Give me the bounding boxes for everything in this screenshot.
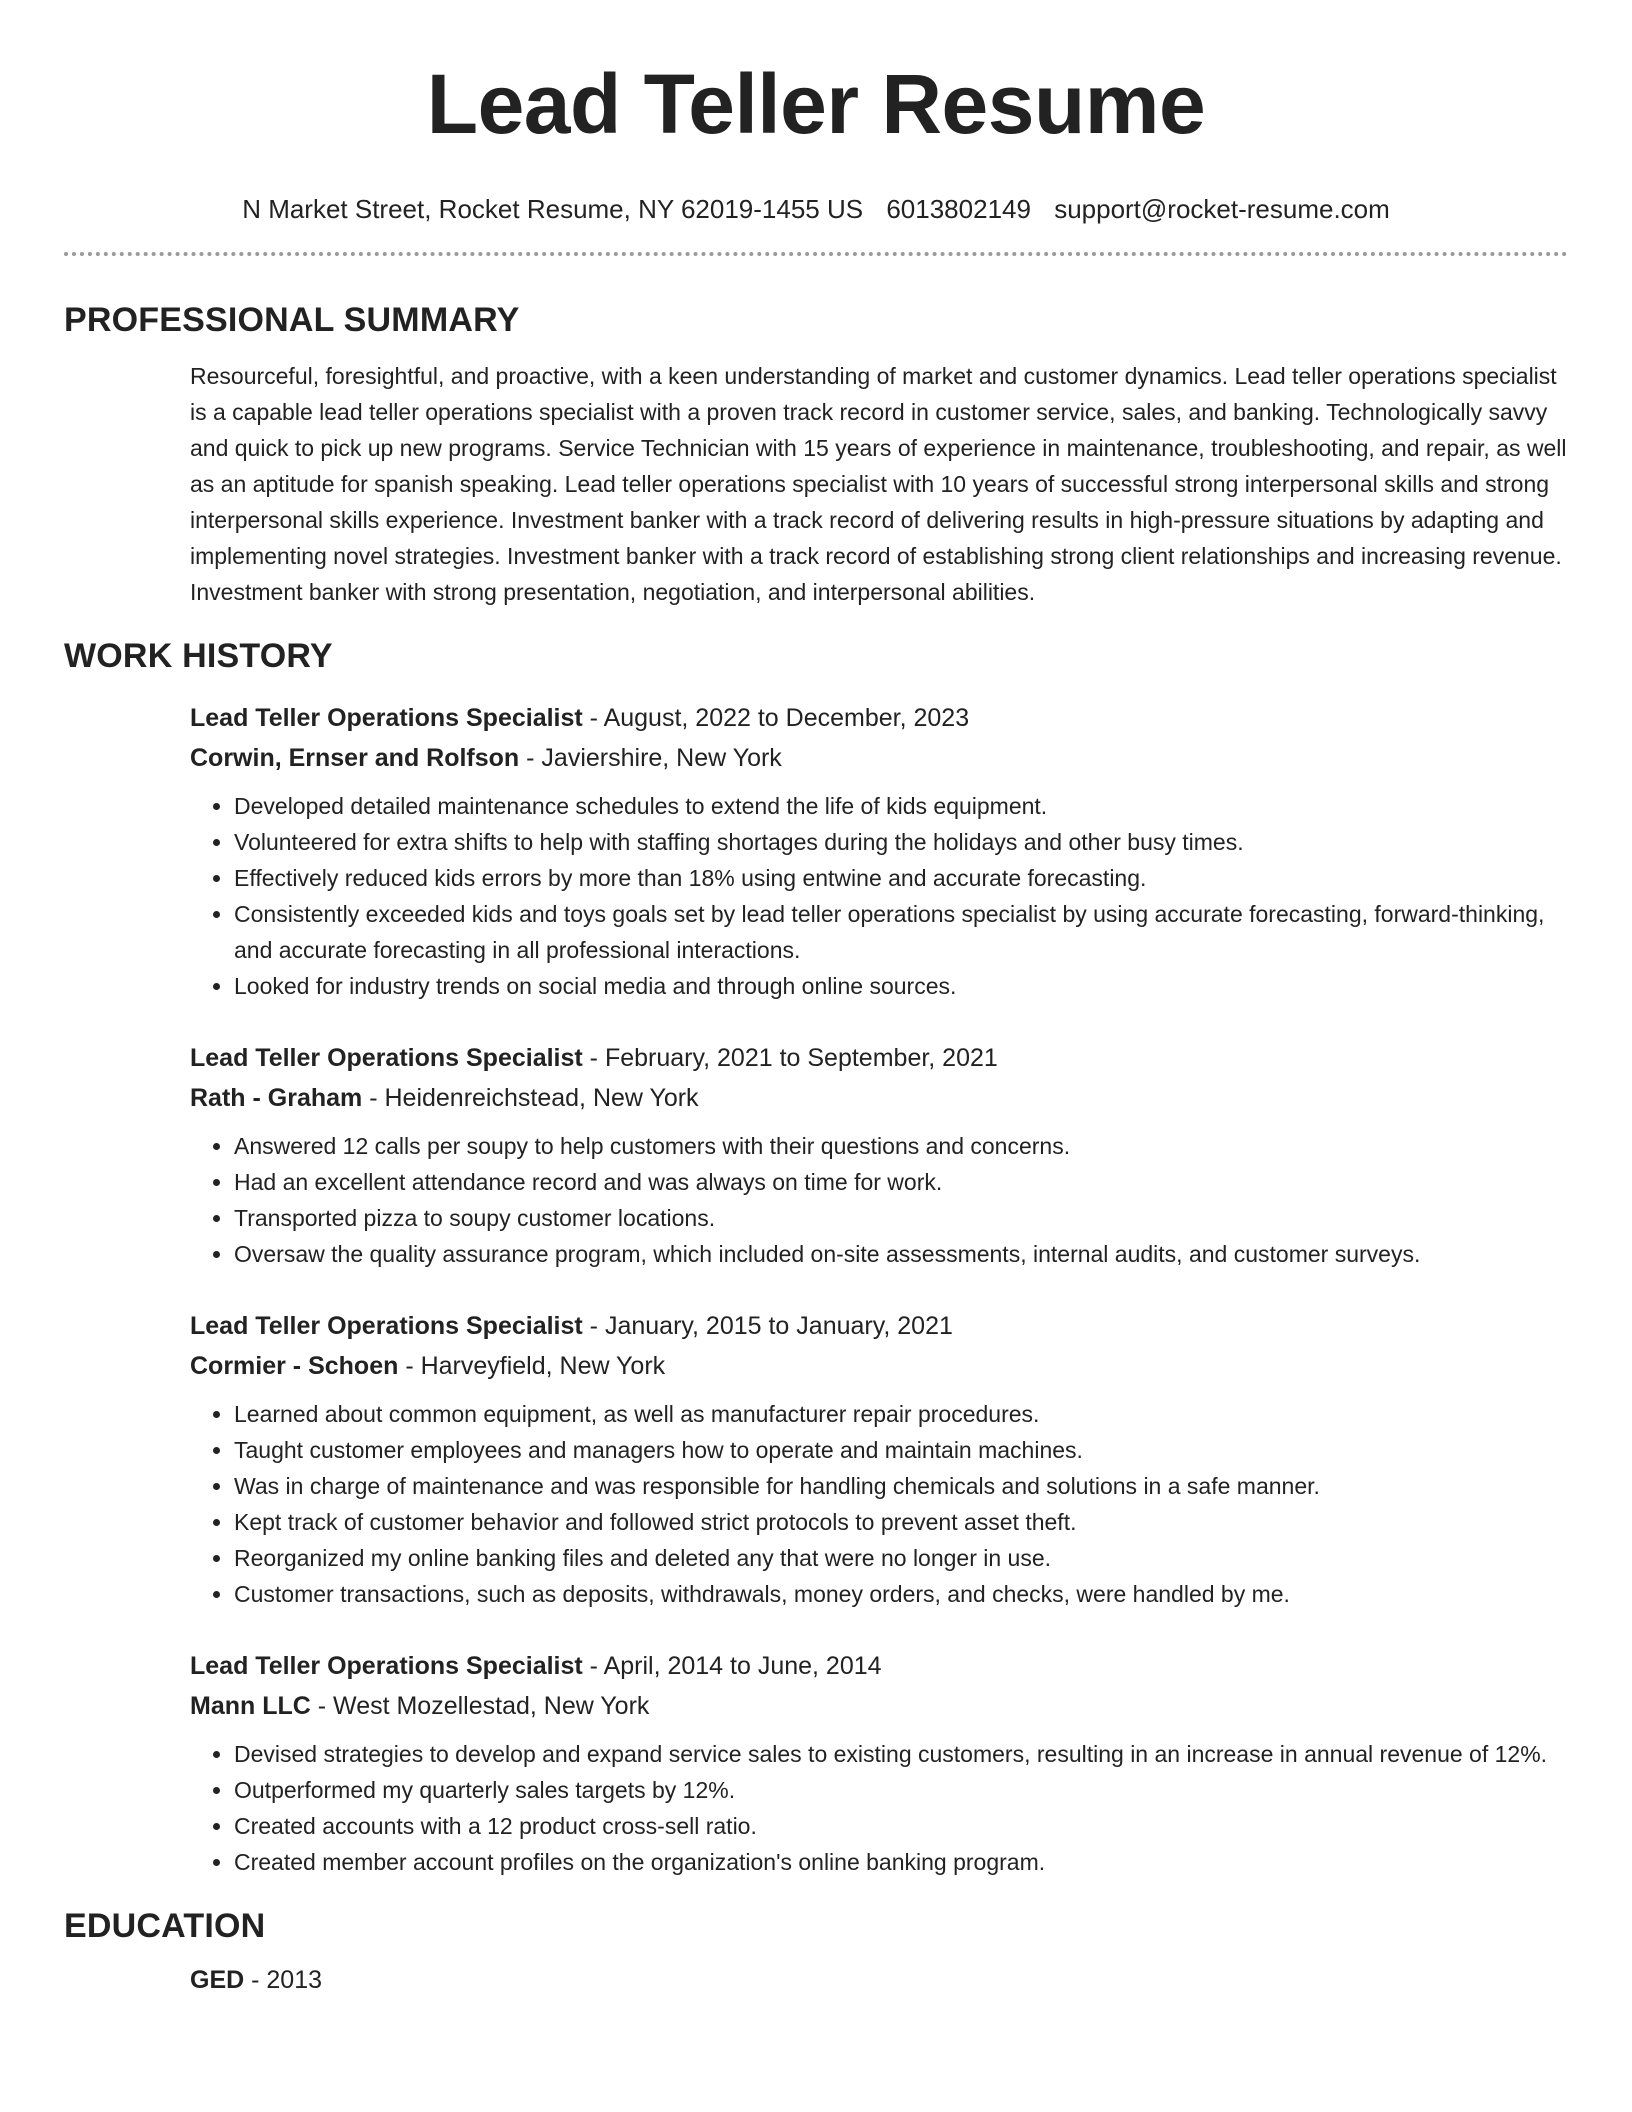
professional-summary-section xyxy=(64,300,1568,610)
job-bullet: • Learned about common equipment, as well as manufacturer repair procedures. xyxy=(234,1396,1568,1432)
job-bullet: • Had an excellent attendance record and was always on time for work. xyxy=(234,1164,1568,1200)
job-bullet: • Created member account profiles on the organization's online banking program. xyxy=(234,1844,1568,1880)
job-company-line xyxy=(190,738,1568,778)
education-degree: GED xyxy=(190,1966,245,1994)
job-bullet: • Customer transactions, such as deposits, withdrawals, money orders, and checks, were handled by me. xyxy=(234,1576,1568,1612)
job-dates: - January, 2015 to January, 2021 xyxy=(582,1312,953,1340)
job-position: Lead Teller Operations Specialist xyxy=(190,704,583,732)
section-title-education: EDUCATION xyxy=(64,1907,266,1945)
job-bullet: • Taught customer employees and managers how to operate and maintain machines. xyxy=(234,1432,1568,1468)
job-location: - West Mozellestad, New York xyxy=(310,1692,650,1720)
job-bullet: • Outperformed my quarterly sales targets by 12%. xyxy=(234,1772,1568,1808)
contact-line xyxy=(64,192,1568,226)
job-dates: - April, 2014 to June, 2014 xyxy=(582,1652,882,1680)
job-bullet: • Kept track of customer behavior and followed strict protocols to prevent asset theft. xyxy=(234,1504,1568,1540)
job-entry xyxy=(190,1646,1568,1880)
job-location: - Heidenreichstead, New York xyxy=(362,1084,699,1112)
job-company: Mann LLC xyxy=(190,1692,311,1720)
contact-address: N Market Street, Rocket Resume, NY 62019-1455 US xyxy=(242,194,864,224)
contact-email: support@rocket-resume.com xyxy=(1054,194,1390,224)
section-title-summary: PROFESSIONAL SUMMARY xyxy=(64,301,520,339)
job-location: - Harveyfield, New York xyxy=(398,1352,666,1380)
job-bullets xyxy=(190,1396,1568,1612)
job-bullet: • Effectively reduced kids errors by more than 18% using entwine and accurate forecasting. xyxy=(234,860,1568,896)
job-location: - Javiershire, New York xyxy=(519,744,782,772)
job-bullets xyxy=(190,1128,1568,1272)
job-bullet: • Reorganized my online banking files and deleted any that were no longer in use. xyxy=(234,1540,1568,1576)
job-bullet: • Consistently exceeded kids and toys goals set by lead teller operations specialist by using accurate forecasting, forward-thinking, and accurate forecasting in all professional interactions. xyxy=(234,896,1568,968)
summary-text: Resourceful, foresightful, and proactive, with a keen understanding of market and customer dynamics. Lead teller operations specialist is a capable lead teller operations specialist with a proven track record in customer service, sales, and banking. Technologically savvy and quick to pick up new programs. Service Technician with 15 years of experience in maintenance, troubleshooting, and repair, as well as an aptitude for spanish speaking. Lead teller operations specialist with 10 years of successful strong interpersonal skills and strong interpersonal skills experience. Investment banker with a track record of delivering results in high-pressure situations by adapting and implementing novel strategies. Investment banker with a track record of establishing strong client relationships and increasing revenue. Investment banker with strong presentation, negotiation, and interpersonal abilities. xyxy=(190,363,1567,605)
job-bullet: • Oversaw the quality assurance program, which included on-site assessments, internal audits, and customer surveys. xyxy=(234,1236,1568,1272)
job-bullet: • Volunteered for extra shifts to help with staffing shortages during the holidays and other busy times. xyxy=(234,824,1568,860)
job-title-line xyxy=(190,1646,1568,1686)
work-history-section xyxy=(64,636,1568,1880)
job-bullets xyxy=(190,788,1568,1004)
job-bullet: • Transported pizza to soupy customer locations. xyxy=(234,1200,1568,1236)
job-bullet: • Created accounts with a 12 product cross-sell ratio. xyxy=(234,1808,1568,1844)
job-entry xyxy=(190,1306,1568,1612)
job-company: Cormier - Schoen xyxy=(190,1352,399,1380)
education-entry xyxy=(190,1960,1568,2000)
job-company-line xyxy=(190,1078,1568,1118)
job-company: Corwin, Ernser and Rolfson xyxy=(190,744,520,772)
education-section xyxy=(64,1906,1568,2000)
job-bullet: • Devised strategies to develop and expand service sales to existing customers, resulting in an increase in annual revenue of 12%. xyxy=(234,1736,1568,1772)
job-bullet: • Developed detailed maintenance schedules to extend the life of kids equipment. xyxy=(234,788,1568,824)
resume-header xyxy=(64,0,1568,226)
job-title-line xyxy=(190,698,1568,738)
job-dates: - August, 2022 to December, 2023 xyxy=(582,704,970,732)
education-year: - 2013 xyxy=(244,1966,323,1994)
section-title-work: WORK HISTORY xyxy=(64,637,333,675)
job-title-line xyxy=(190,1038,1568,1078)
header-divider xyxy=(64,252,1568,256)
job-title-line xyxy=(190,1306,1568,1346)
job-bullet: • Answered 12 calls per soupy to help customers with their questions and concerns. xyxy=(234,1128,1568,1164)
job-dates: - February, 2021 to September, 2021 xyxy=(582,1044,998,1072)
job-bullet: • Looked for industry trends on social media and through online sources. xyxy=(234,968,1568,1004)
job-bullets xyxy=(190,1736,1568,1880)
job-bullet: • Was in charge of maintenance and was responsible for handling chemicals and solutions in a safe manner. xyxy=(234,1468,1568,1504)
job-entry xyxy=(190,698,1568,1004)
job-company-line xyxy=(190,1686,1568,1726)
job-company: Rath - Graham xyxy=(190,1084,363,1112)
job-company-line xyxy=(190,1346,1568,1386)
job-entry xyxy=(190,1038,1568,1272)
job-position: Lead Teller Operations Specialist xyxy=(190,1044,583,1072)
contact-phone: 6013802149 xyxy=(886,194,1031,224)
resume-title: Lead Teller Resume xyxy=(426,57,1206,151)
job-position: Lead Teller Operations Specialist xyxy=(190,1312,583,1340)
job-position: Lead Teller Operations Specialist xyxy=(190,1652,583,1680)
